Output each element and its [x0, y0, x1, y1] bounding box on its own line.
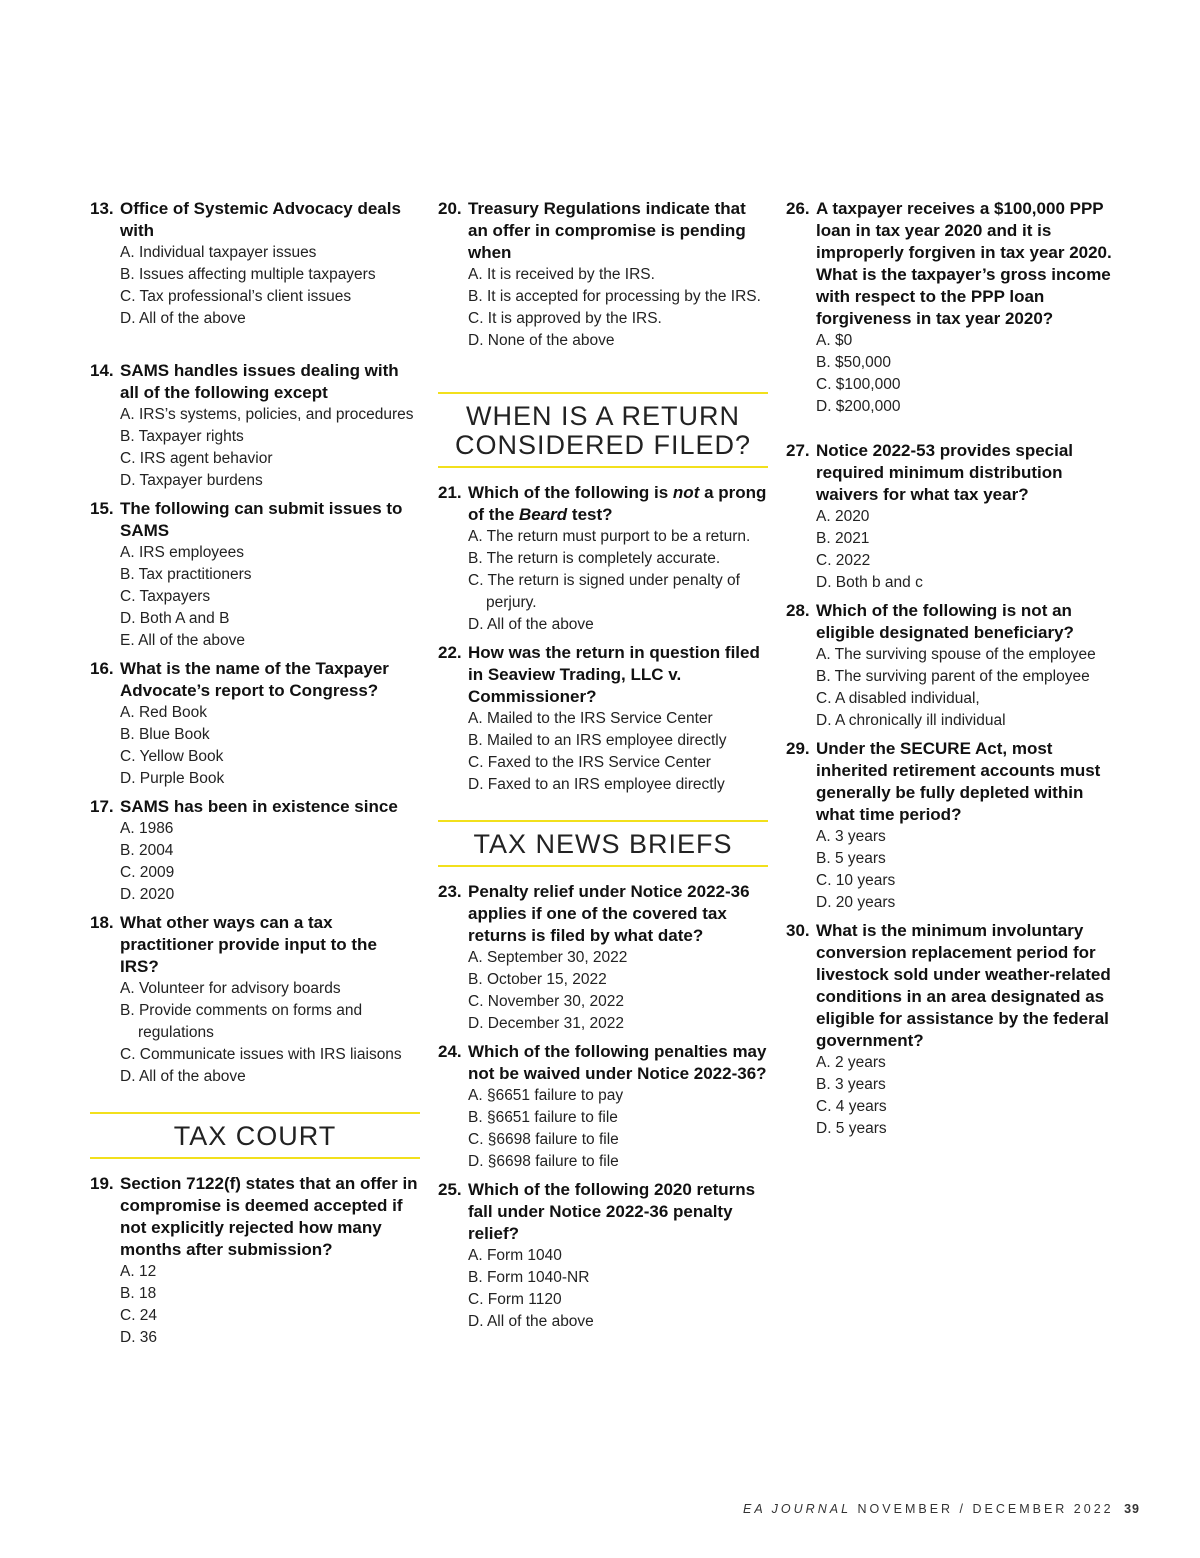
- answer-option: C. Tax professional’s client issues: [120, 288, 352, 305]
- question-number: 25.: [438, 1180, 462, 1199]
- answer-option: C. 10 years: [816, 872, 896, 889]
- answer-option: D. All of the above: [120, 310, 246, 327]
- question-number: 16.: [90, 659, 114, 678]
- answer-option: B. Taxpayer rights: [120, 428, 244, 445]
- answer-option: C. Yellow Book: [120, 748, 224, 765]
- answer-option: B. It is accepted for processing by the IRS.: [468, 288, 761, 305]
- answer-options: [438, 708, 768, 796]
- question: [90, 912, 420, 1088]
- question-number: 21.: [438, 483, 462, 502]
- answer-option: A. 12: [120, 1263, 157, 1280]
- answer-options: [90, 978, 420, 1088]
- answer-option: C. Faxed to the IRS Service Center: [468, 754, 711, 771]
- answer-options: [90, 1261, 420, 1349]
- question-number: 14.: [90, 361, 114, 380]
- answer-option: C. A disabled individual,: [816, 690, 980, 707]
- question-number: 22.: [438, 643, 462, 662]
- answer-options: [786, 506, 1116, 594]
- question-stem: [438, 198, 768, 264]
- answer-option: A. IRS employees: [120, 544, 245, 561]
- answer-option: B. 3 years: [816, 1076, 886, 1093]
- question-number: 18.: [90, 913, 114, 932]
- answer-option: C. Form 1120: [468, 1291, 562, 1308]
- question: [786, 920, 1116, 1140]
- question-text: Which of the following penalties may not be waived under Notice 2022-36?: [468, 1042, 767, 1083]
- answer-option: C. Communicate issues with IRS liaisons: [120, 1046, 402, 1063]
- answer-option: D. All of the above: [468, 1313, 594, 1330]
- section-heading: WHEN IS A RETURN CONSIDERED FILED?: [438, 392, 768, 468]
- answer-option: A. 2020: [816, 508, 870, 525]
- answer-option: D. §6698 failure to file: [468, 1153, 619, 1170]
- answer-option: B. Form 1040-NR: [468, 1269, 590, 1286]
- answer-option: D. Both b and c: [816, 574, 923, 591]
- question-stem: [438, 1041, 768, 1085]
- answer-option: C. It is approved by the IRS.: [468, 310, 662, 327]
- answer-option: B. 18: [120, 1285, 157, 1302]
- question-number: 26.: [786, 199, 810, 218]
- question-stem: [438, 1179, 768, 1245]
- answer-options: [438, 1245, 768, 1333]
- question: [438, 1041, 768, 1173]
- question-stem: [438, 642, 768, 708]
- answer-option: A. It is received by the IRS.: [468, 266, 655, 283]
- question: [90, 498, 420, 652]
- question-text: What is the name of the Taxpayer Advocate’s report to Congress?: [120, 659, 389, 700]
- question-stem: [786, 738, 1116, 826]
- answer-option: D. 5 years: [816, 1120, 887, 1137]
- answer-option: C. IRS agent behavior: [120, 450, 273, 467]
- answer-options: [90, 702, 420, 790]
- answer-option: C. The return is signed under penalty of perjury.: [468, 572, 740, 611]
- answer-option: A. 3 years: [816, 828, 886, 845]
- answer-option: D. All of the above: [120, 1068, 246, 1085]
- question-text: Which of the following is not a prong of the Beard test?: [468, 483, 767, 524]
- answer-option: D. A chronically ill individual: [816, 712, 1006, 729]
- question-text: Notice 2022-53 provides special required minimum distribution waivers for what tax year?: [816, 441, 1074, 504]
- column-right: [786, 198, 1116, 1146]
- answer-option: C. 4 years: [816, 1098, 887, 1115]
- question: [90, 1173, 420, 1349]
- answer-option: B. Tax practitioners: [120, 566, 252, 583]
- question-number: 20.: [438, 199, 462, 218]
- question-number: 23.: [438, 882, 462, 901]
- answer-options: [786, 826, 1116, 914]
- answer-option: C. §6698 failure to file: [468, 1131, 619, 1148]
- question-number: 17.: [90, 797, 114, 816]
- question-text: How was the return in question filed in Seaview Trading, LLC v. Commissioner?: [468, 643, 760, 706]
- answer-option: B. Mailed to an IRS employee directly: [468, 732, 727, 749]
- question: [90, 360, 420, 492]
- answer-option: B. 2021: [816, 530, 870, 547]
- answer-option: D. None of the above: [468, 332, 615, 349]
- answer-option: C. $100,000: [816, 376, 901, 393]
- question-stem: [90, 498, 420, 542]
- section-heading: TAX COURT: [90, 1112, 420, 1159]
- answer-options: [438, 947, 768, 1035]
- question-stem: [786, 920, 1116, 1052]
- question: [90, 796, 420, 906]
- question: [438, 482, 768, 636]
- answer-option: B. $50,000: [816, 354, 891, 371]
- answer-option: B. 5 years: [816, 850, 886, 867]
- question-stem: [90, 360, 420, 404]
- footer-journal: EA JOURNAL: [743, 1502, 852, 1516]
- answer-options: [438, 526, 768, 636]
- answer-option: C. 2009: [120, 864, 175, 881]
- answer-option: D. Purple Book: [120, 770, 225, 787]
- answer-options: [90, 542, 420, 652]
- answer-option: B. Blue Book: [120, 726, 210, 743]
- question-stem: [438, 881, 768, 947]
- question-stem: [90, 1173, 420, 1261]
- answer-option: A. Individual taxpayer issues: [120, 244, 317, 261]
- question-number: 29.: [786, 739, 810, 758]
- answer-option: A. Mailed to the IRS Service Center: [468, 710, 713, 727]
- question-text: Penalty relief under Notice 2022-36 applies if one of the covered tax returns is filed by what date?: [468, 882, 750, 945]
- question-number: 19.: [90, 1174, 114, 1193]
- answer-option: D. 36: [120, 1329, 158, 1346]
- question-number: 15.: [90, 499, 114, 518]
- question-text: Office of Systemic Advocacy deals with: [120, 199, 401, 240]
- answer-option: C. 2022: [816, 552, 871, 569]
- page-number: 39: [1124, 1502, 1140, 1516]
- question: [786, 440, 1116, 594]
- answer-option: B. §6651 failure to file: [468, 1109, 618, 1126]
- answer-option: A. Form 1040: [468, 1247, 562, 1264]
- answer-options: [90, 242, 420, 330]
- question: [90, 198, 420, 330]
- question-stem: [438, 482, 768, 526]
- question-stem: [90, 198, 420, 242]
- answer-option: A. Red Book: [120, 704, 208, 721]
- answer-option: B. The surviving parent of the employee: [816, 668, 1090, 685]
- question-number: 30.: [786, 921, 810, 940]
- question: [438, 881, 768, 1035]
- column-middle: [438, 198, 768, 1339]
- question: [786, 198, 1116, 418]
- question-text: A taxpayer receives a $100,000 PPP loan in tax year 2020 and it is improperly forgiven in tax year 2020. What is the taxpayer’s gross income with respect to the PPP loan forgiveness in tax year 2020?: [816, 199, 1112, 328]
- question-stem: [786, 600, 1116, 644]
- question-stem: [786, 198, 1116, 330]
- question-text: What is the minimum involuntary conversion replacement period for livestock sold under weather-related conditions in an area designated as eligible for assistance by the federal government?: [816, 921, 1111, 1050]
- answer-options: [438, 1085, 768, 1173]
- question-text: SAMS handles issues dealing with all of the following except: [120, 361, 399, 402]
- answer-option: A. September 30, 2022: [468, 949, 628, 966]
- answer-option: C. 24: [120, 1307, 158, 1324]
- answer-option: A. §6651 failure to pay: [468, 1087, 624, 1104]
- answer-options: [786, 330, 1116, 418]
- answer-option: D. Both A and B: [120, 610, 230, 627]
- answer-option: E. All of the above: [120, 632, 245, 649]
- answer-option: D. All of the above: [468, 616, 594, 633]
- answer-option: D. $200,000: [816, 398, 901, 415]
- question-stem: [90, 912, 420, 978]
- question: [438, 1179, 768, 1333]
- question-number: 13.: [90, 199, 114, 218]
- answer-option: A. $0: [816, 332, 853, 349]
- question: [90, 658, 420, 790]
- question-number: 28.: [786, 601, 810, 620]
- answer-option: D. Taxpayer burdens: [120, 472, 263, 489]
- question-text: Section 7122(f) states that an offer in compromise is deemed accepted if not explicitly rejected how many months after submission?: [120, 1174, 418, 1259]
- answer-option: A. 2 years: [816, 1054, 886, 1071]
- footer-issue: NOVEMBER / DECEMBER 2022: [857, 1502, 1114, 1516]
- question-text: The following can submit issues to SAMS: [120, 499, 403, 540]
- question-text: Which of the following 2020 returns fall under Notice 2022-36 penalty relief?: [468, 1180, 756, 1243]
- answer-options: [90, 818, 420, 906]
- answer-option: B. Provide comments on forms and regulations: [120, 1002, 363, 1041]
- answer-option: A. 1986: [120, 820, 174, 837]
- question-text: Under the SECURE Act, most inherited retirement accounts must generally be fully depleted within what time period?: [816, 739, 1101, 824]
- question: [438, 642, 768, 796]
- page-footer: [743, 1502, 1140, 1516]
- answer-option: A. The surviving spouse of the employee: [816, 646, 1096, 663]
- answer-option: D. 20 years: [816, 894, 896, 911]
- answer-option: A. The return must purport to be a return.: [468, 528, 751, 545]
- answer-options: [438, 264, 768, 352]
- question-stem: [90, 658, 420, 702]
- answer-option: C. November 30, 2022: [468, 993, 624, 1010]
- answer-option: D. 2020: [120, 886, 175, 903]
- question: [786, 600, 1116, 732]
- answer-option: B. October 15, 2022: [468, 971, 607, 988]
- answer-option: D. Faxed to an IRS employee directly: [468, 776, 725, 793]
- column-left: [90, 198, 420, 1355]
- answer-options: [786, 1052, 1116, 1140]
- question-text: Which of the following is not an eligible designated beneficiary?: [816, 601, 1074, 642]
- question: [786, 738, 1116, 914]
- question-text: Treasury Regulations indicate that an offer in compromise is pending when: [468, 199, 746, 262]
- question-stem: [786, 440, 1116, 506]
- answer-option: D. December 31, 2022: [468, 1015, 624, 1032]
- question-stem: [90, 796, 420, 818]
- question: [438, 198, 768, 352]
- section-heading: TAX NEWS BRIEFS: [438, 820, 768, 867]
- question-text: SAMS has been in existence since: [120, 797, 398, 816]
- answer-options: [90, 404, 420, 492]
- question-text: What other ways can a tax practitioner provide input to the IRS?: [120, 913, 377, 976]
- answer-option: B. The return is completely accurate.: [468, 550, 721, 567]
- answer-option: B. 2004: [120, 842, 174, 859]
- answer-option: A. Volunteer for advisory boards: [120, 980, 341, 997]
- question-number: 24.: [438, 1042, 462, 1061]
- question-number: 27.: [786, 441, 810, 460]
- answer-options: [786, 644, 1116, 732]
- answer-option: A. IRS’s systems, policies, and procedures: [120, 406, 414, 423]
- answer-option: C. Taxpayers: [120, 588, 211, 605]
- answer-option: B. Issues affecting multiple taxpayers: [120, 266, 376, 283]
